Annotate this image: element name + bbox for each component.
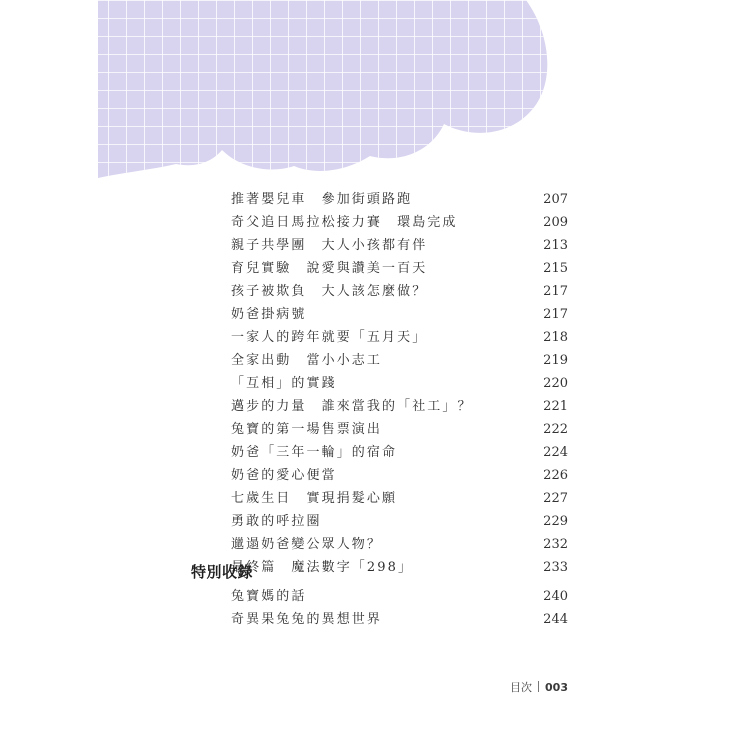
toc-entry-title: 孩子被欺負 大人該怎麼做？ — [231, 284, 428, 299]
toc-entry-page: 227 — [543, 491, 568, 506]
toc-entry[interactable] — [231, 280, 568, 303]
footer-page-number: 003 — [545, 681, 568, 694]
toc-entry-title: 奶爸掛病號 — [231, 307, 307, 322]
toc-entry[interactable] — [231, 510, 568, 533]
toc-entry-page: 217 — [543, 307, 568, 322]
toc-entry[interactable] — [231, 257, 568, 280]
toc-entry-title: 邁步的力量 誰來當我的「社工」？ — [231, 399, 473, 414]
toc-entry-title: 奇父追日馬拉松接力賽 環島完成 — [231, 215, 458, 230]
toc-entry[interactable] — [231, 303, 568, 326]
toc-entry-title: 親子共學團 大人小孩都有伴 — [231, 238, 428, 253]
toc-entry-page: 217 — [543, 284, 568, 299]
toc-entry-page: 213 — [543, 238, 568, 253]
toc-entry-title: 七歲生日 實現捐髮心願 — [231, 491, 398, 506]
toc-entry-title: 育兒實驗 說愛與讚美一百天 — [231, 261, 428, 276]
toc-entry[interactable] — [231, 234, 568, 257]
toc-entry[interactable] — [231, 464, 568, 487]
toc-entry[interactable] — [231, 533, 568, 556]
toc-entry-page: 232 — [543, 537, 568, 552]
toc-entry[interactable] — [231, 585, 568, 608]
toc-entry[interactable] — [231, 556, 568, 579]
toc-entry-title: 一家人的跨年就要「五月天」 — [231, 330, 428, 345]
footer-divider — [538, 681, 539, 692]
toc-entry-page: 218 — [543, 330, 568, 345]
section-heading-special: 特別收錄 — [191, 563, 254, 581]
toc-entry-title: 奶爸「三年一輪」的宿命 — [231, 445, 398, 460]
toc-entry-title: 最終篇 魔法數字「298」 — [231, 560, 414, 575]
toc-entry-page: 229 — [543, 514, 568, 529]
toc-entry-page: 220 — [543, 376, 568, 391]
toc-entry[interactable] — [231, 188, 568, 211]
toc-entry[interactable] — [231, 441, 568, 464]
toc-entry-title: 兔寶的第一場售票演出 — [231, 422, 383, 437]
toc-entry[interactable] — [231, 608, 568, 631]
toc-entry-title: 奇異果兔兔的異想世界 — [231, 612, 383, 627]
toc-entry-page: 233 — [543, 560, 568, 575]
toc-entry-title: 全家出動 當小小志工 — [231, 353, 383, 368]
toc-entry-page: 244 — [543, 612, 568, 627]
toc-entry[interactable] — [231, 487, 568, 510]
toc-entry-page: 226 — [543, 468, 568, 483]
toc-entry-page: 207 — [543, 192, 568, 207]
toc-entry-page: 240 — [543, 589, 568, 604]
toc-entry-page: 219 — [543, 353, 568, 368]
toc-entry-title: 奶爸的愛心便當 — [231, 468, 337, 483]
toc-entry[interactable] — [231, 372, 568, 395]
toc-entry-title: 「互相」的實踐 — [231, 376, 337, 391]
toc-entry[interactable] — [231, 395, 568, 418]
toc-entry[interactable] — [231, 211, 568, 234]
toc-entry-title: 邋遢奶爸變公眾人物？ — [231, 537, 383, 552]
toc-entry-title: 推著嬰兒車 參加街頭路跑 — [231, 192, 413, 207]
toc-entry-title: 勇敢的呼拉圈 — [231, 514, 322, 529]
page-footer — [510, 680, 568, 696]
toc-entry-page: 221 — [543, 399, 568, 414]
toc-entry-page: 222 — [543, 422, 568, 437]
toc-entry[interactable] — [231, 349, 568, 372]
toc-entry-page: 215 — [543, 261, 568, 276]
toc-entry[interactable] — [231, 418, 568, 441]
toc-entry[interactable] — [231, 326, 568, 349]
toc-entry-title: 兔寶媽的話 — [231, 589, 307, 604]
toc-entry-page: 209 — [543, 215, 568, 230]
toc-entry-page: 224 — [543, 445, 568, 460]
footer-label: 目次 — [510, 681, 533, 694]
